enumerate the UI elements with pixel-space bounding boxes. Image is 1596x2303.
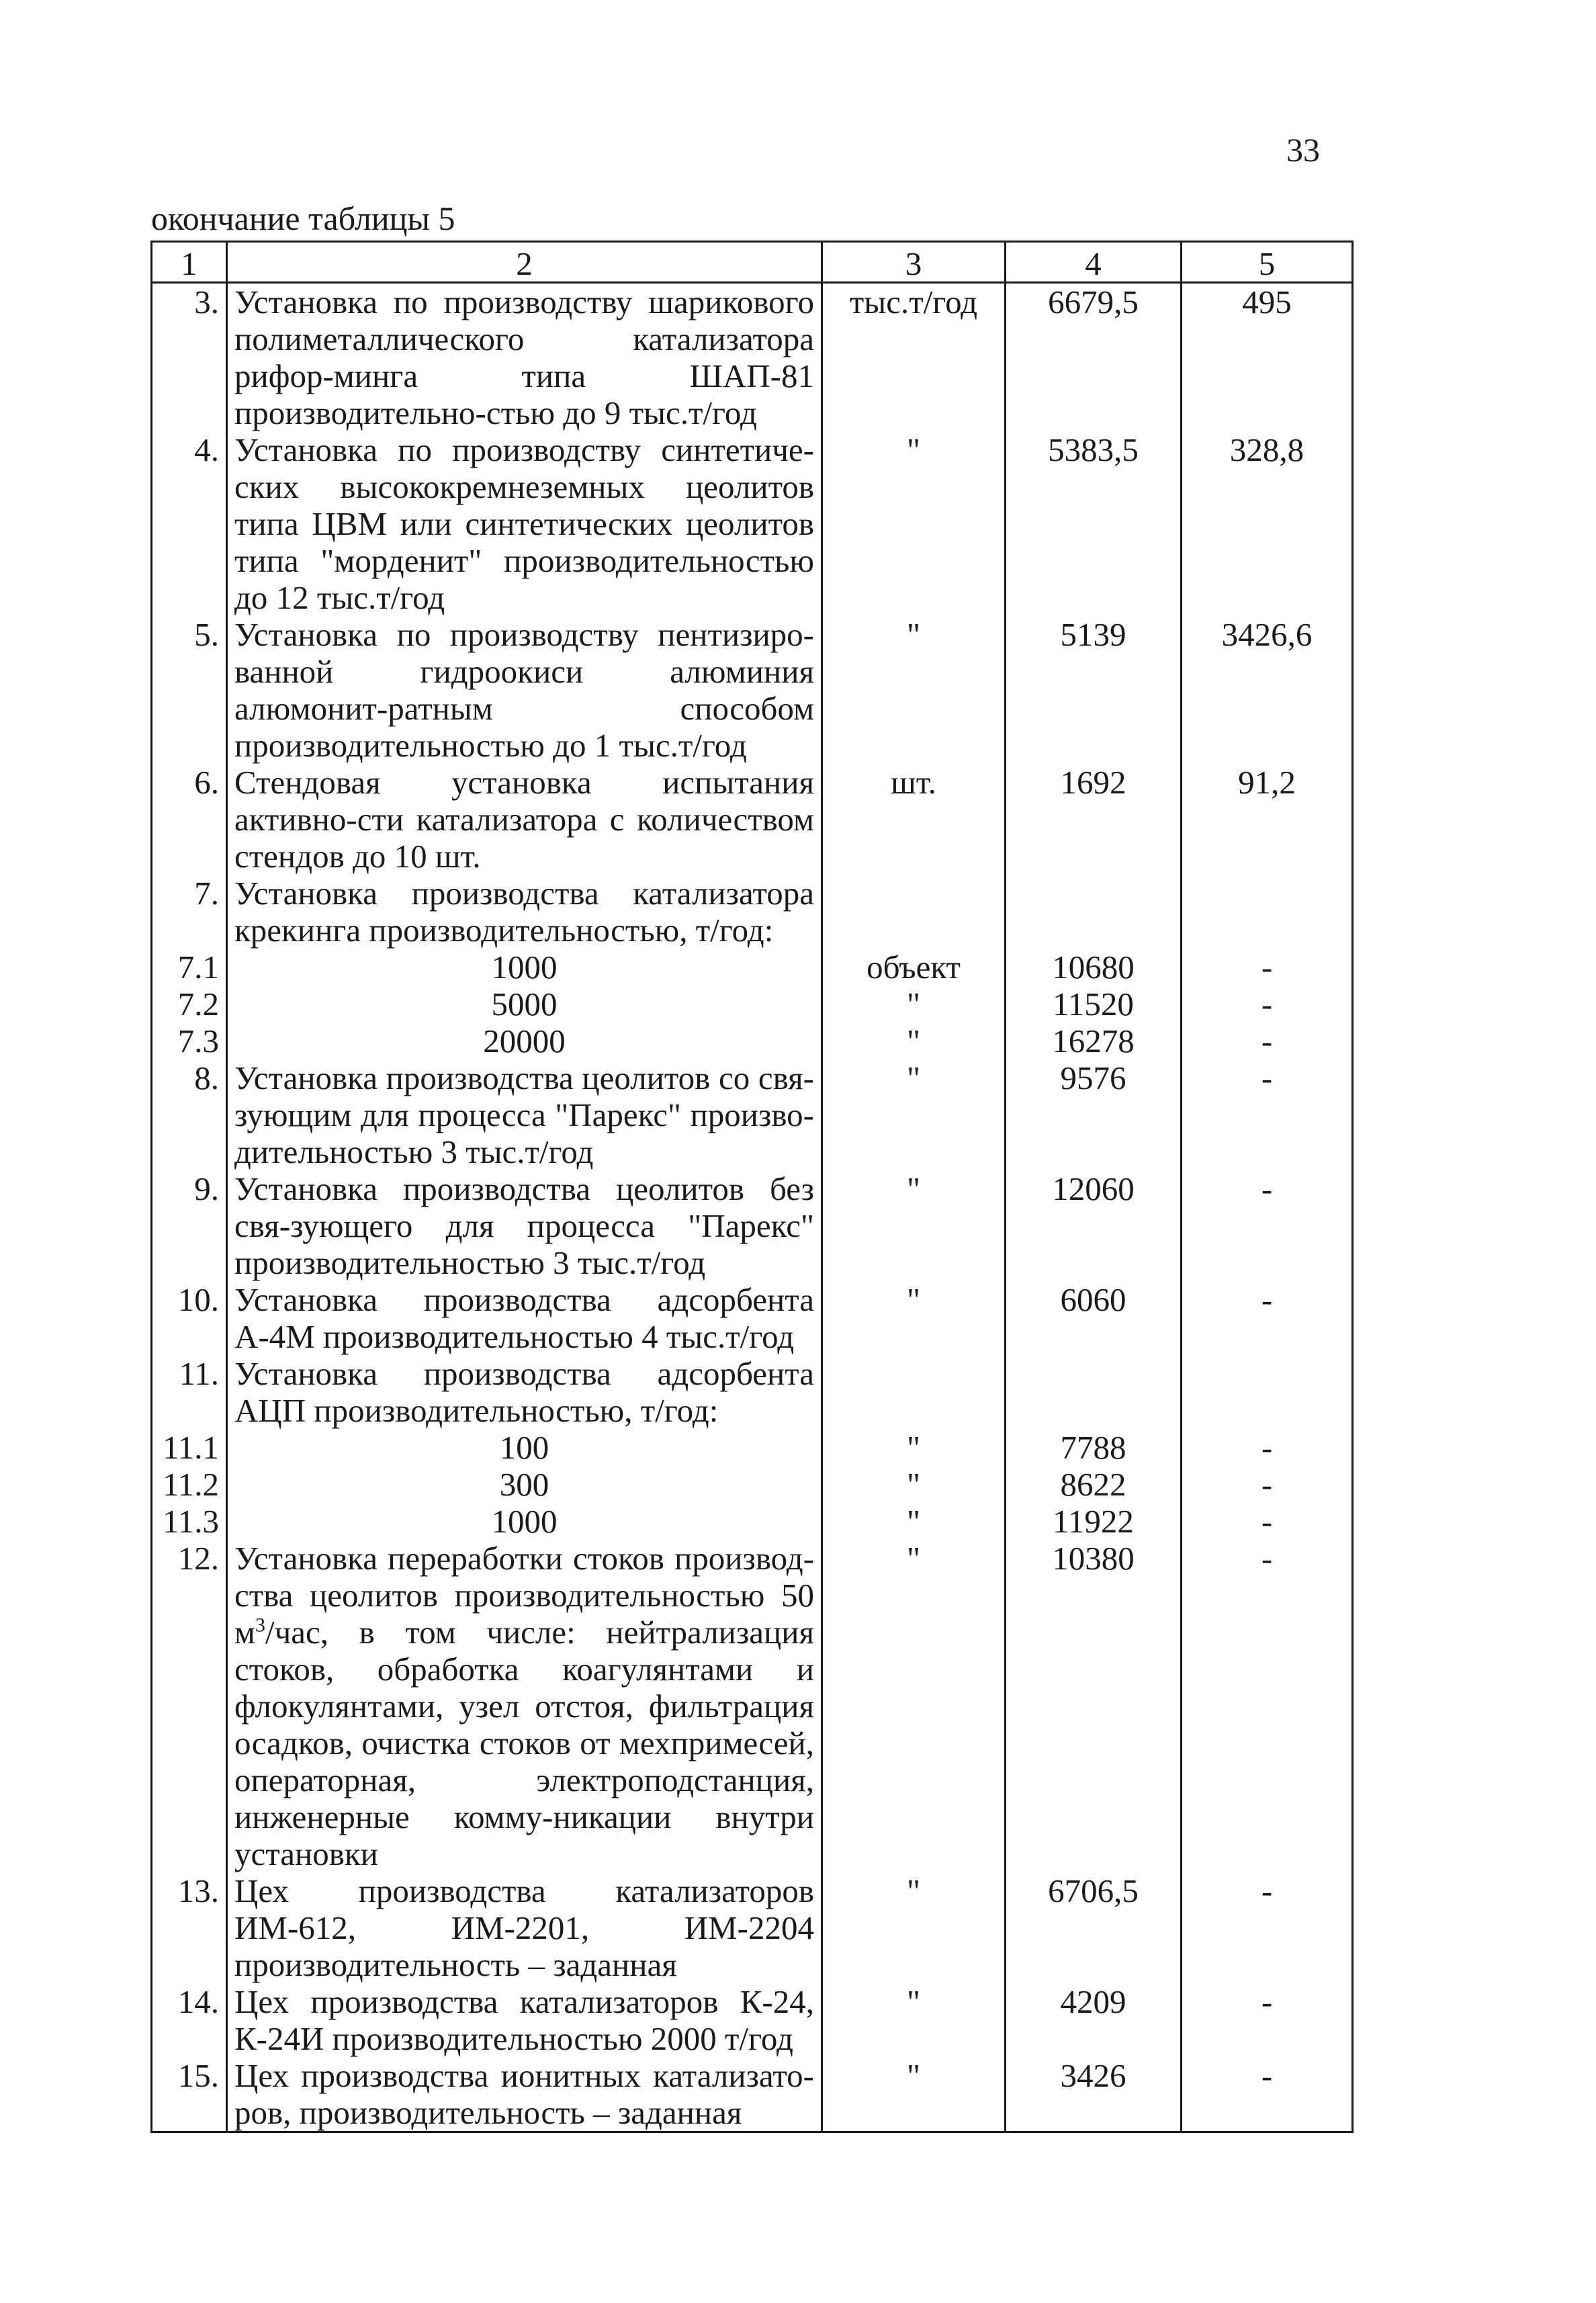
table-row: [152, 1983, 1353, 2057]
row-unit: ": [822, 431, 1006, 616]
row-cost: 12060: [1006, 1170, 1182, 1281]
row-number: 3.: [152, 283, 227, 432]
row-description: [227, 1540, 822, 1872]
row-number: 13.: [152, 1872, 227, 1983]
row-number: 7.1: [152, 949, 227, 986]
row-number: 11.1: [152, 1429, 227, 1466]
row-cost: 5383,5: [1006, 431, 1182, 616]
row-number: 4.: [152, 431, 227, 616]
row-unit: [822, 875, 1006, 949]
row-unit: ": [822, 1872, 1006, 1983]
row-value: -: [1182, 986, 1353, 1023]
row-number: 14.: [152, 1983, 227, 2057]
row-value: 91,2: [1182, 764, 1353, 875]
row-number: 7.2: [152, 986, 227, 1023]
row-cost: 7788: [1006, 1429, 1182, 1466]
row-cost: 6679,5: [1006, 283, 1182, 432]
row-unit: ": [822, 1503, 1006, 1540]
table-row: [152, 1281, 1353, 1355]
row-cost: [1006, 875, 1182, 949]
row-cost: 1692: [1006, 764, 1182, 875]
row-description: 20000: [227, 1023, 822, 1059]
row-unit: ": [822, 1170, 1006, 1281]
table-row: [152, 1059, 1353, 1170]
table-row: [152, 1023, 1353, 1059]
row-description: Установка производства цеолитов со свя-зующим для процесса "Парекс" произво-дительностью 3 тыс.т/год: [227, 1059, 822, 1170]
column-header: 1: [152, 242, 227, 283]
superscript: 3: [255, 1614, 266, 1637]
row-description: Установка по производству синтетиче-ских высококремнеземных цеолитов типа ЦВМ или синтетических цеолитов типа "морденит" производительностью до 12 тыс.т/год: [227, 431, 822, 616]
row-cost: 16278: [1006, 1023, 1182, 1059]
row-number: 11.2: [152, 1466, 227, 1503]
row-number: 6.: [152, 764, 227, 875]
description-part: Установка переработки стоков производ-ства цеолитов производительностью 50 м: [234, 1540, 814, 1651]
row-number: 15.: [152, 2057, 227, 2132]
column-header: 3: [822, 242, 1006, 283]
row-unit: объект: [822, 949, 1006, 986]
row-value: -: [1182, 1170, 1353, 1281]
row-value: -: [1182, 1872, 1353, 1983]
row-cost: 6706,5: [1006, 1872, 1182, 1983]
row-value: 3426,6: [1182, 616, 1353, 764]
row-unit: ": [822, 1540, 1006, 1872]
row-number: 9.: [152, 1170, 227, 1281]
row-description: Цех производства катализаторов К-24, К-24И производительностью 2000 т/год: [227, 1983, 822, 2057]
table-header-row: [152, 242, 1353, 283]
row-value: -: [1182, 1503, 1353, 1540]
row-value: -: [1182, 1429, 1353, 1466]
table-row: [152, 431, 1353, 616]
description-part: /час, в том числе: нейтрализация стоков, обработка коагулянтами и флокулянтами, узел отстоя, фильтрация осадков, очистка стоков от мехпримесей, операторная, электроподстанция, инженерные комму-никации внутри установки: [234, 1614, 814, 1872]
row-description: 1000: [227, 1503, 822, 1540]
row-cost: 10380: [1006, 1540, 1182, 1872]
table-row: [152, 1466, 1353, 1503]
table-row: [152, 1872, 1353, 1983]
table-row: [152, 1429, 1353, 1466]
row-value: -: [1182, 1540, 1353, 1872]
row-cost: 6060: [1006, 1281, 1182, 1355]
row-cost: 3426: [1006, 2057, 1182, 2132]
table-row: [152, 986, 1353, 1023]
row-value: -: [1182, 1059, 1353, 1170]
row-number: 11.: [152, 1355, 227, 1429]
table-row: [152, 1540, 1353, 1872]
row-number: 5.: [152, 616, 227, 764]
table-row: [152, 875, 1353, 949]
row-description: Стендовая установка испытания активно-сти катализатора с количеством стендов до 10 шт.: [227, 764, 822, 875]
row-number: 7.: [152, 875, 227, 949]
table-row: [152, 949, 1353, 986]
row-unit: ": [822, 1023, 1006, 1059]
table-caption: окончание таблицы 5: [151, 200, 455, 237]
table-row: [152, 764, 1353, 875]
column-header: 5: [1182, 242, 1353, 283]
row-unit: ": [822, 1429, 1006, 1466]
table-row: [152, 1170, 1353, 1281]
row-unit: [822, 1355, 1006, 1429]
row-unit: ": [822, 1281, 1006, 1355]
row-cost: 11922: [1006, 1503, 1182, 1540]
row-cost: 10680: [1006, 949, 1182, 986]
row-description: Установка по производству пентизиро-ванной гидроокиси алюминия алюмонит-ратным способом производительностью до 1 тыс.т/год: [227, 616, 822, 764]
row-unit: ": [822, 1983, 1006, 2057]
row-description: 1000: [227, 949, 822, 986]
row-description: 100: [227, 1429, 822, 1466]
row-description: Установка производства цеолитов без свя-зующего для процесса "Парекс" производительностью 3 тыс.т/год: [227, 1170, 822, 1281]
row-description: Установка производства адсорбента АЦП производительностью, т/год:: [227, 1355, 822, 1429]
row-description: 300: [227, 1466, 822, 1503]
row-number: 8.: [152, 1059, 227, 1170]
row-unit: шт.: [822, 764, 1006, 875]
row-value: -: [1182, 1466, 1353, 1503]
row-description: Цех производства ионитных катализато-ров, производительность – заданная: [227, 2057, 822, 2132]
row-number: 10.: [152, 1281, 227, 1355]
row-unit: ": [822, 616, 1006, 764]
column-header: 2: [227, 242, 822, 283]
row-value: -: [1182, 1281, 1353, 1355]
row-description: Цех производства катализаторов ИМ-612, ИМ-2201, ИМ-2204 производительность – заданная: [227, 1872, 822, 1983]
table-row: [152, 1503, 1353, 1540]
row-cost: 8622: [1006, 1466, 1182, 1503]
row-value: [1182, 875, 1353, 949]
row-unit: тыс.т/год: [822, 283, 1006, 432]
table-row: [152, 616, 1353, 764]
table-row: [152, 2057, 1353, 2132]
row-cost: 9576: [1006, 1059, 1182, 1170]
row-unit: ": [822, 1059, 1006, 1170]
row-value: -: [1182, 1983, 1353, 2057]
row-description: Установка производства адсорбента А-4М производительностью 4 тыс.т/год: [227, 1281, 822, 1355]
row-number: 7.3: [152, 1023, 227, 1059]
row-value: 495: [1182, 283, 1353, 432]
row-cost: 5139: [1006, 616, 1182, 764]
row-unit: ": [822, 986, 1006, 1023]
row-description: 5000: [227, 986, 822, 1023]
page-number: 33: [1286, 131, 1320, 169]
row-value: -: [1182, 2057, 1353, 2132]
row-description: Установка по производству шарикового полиметаллического катализатора рифор-минга типа ШАП-81 производительно-стью до 9 тыс.т/год: [227, 283, 822, 432]
row-value: 328,8: [1182, 431, 1353, 616]
row-cost: 4209: [1006, 1983, 1182, 2057]
row-unit: ": [822, 2057, 1006, 2132]
row-value: -: [1182, 949, 1353, 986]
column-header: 4: [1006, 242, 1182, 283]
table-row: [152, 1355, 1353, 1429]
table-row: [152, 283, 1353, 432]
row-cost: [1006, 1355, 1182, 1429]
row-number: 11.3: [152, 1503, 227, 1540]
row-unit: ": [822, 1466, 1006, 1503]
row-value: -: [1182, 1023, 1353, 1059]
row-description: Установка производства катализатора крекинга производительностью, т/год:: [227, 875, 822, 949]
row-cost: 11520: [1006, 986, 1182, 1023]
row-number: 12.: [152, 1540, 227, 1872]
table-5: [150, 241, 1354, 2133]
row-value: [1182, 1355, 1353, 1429]
